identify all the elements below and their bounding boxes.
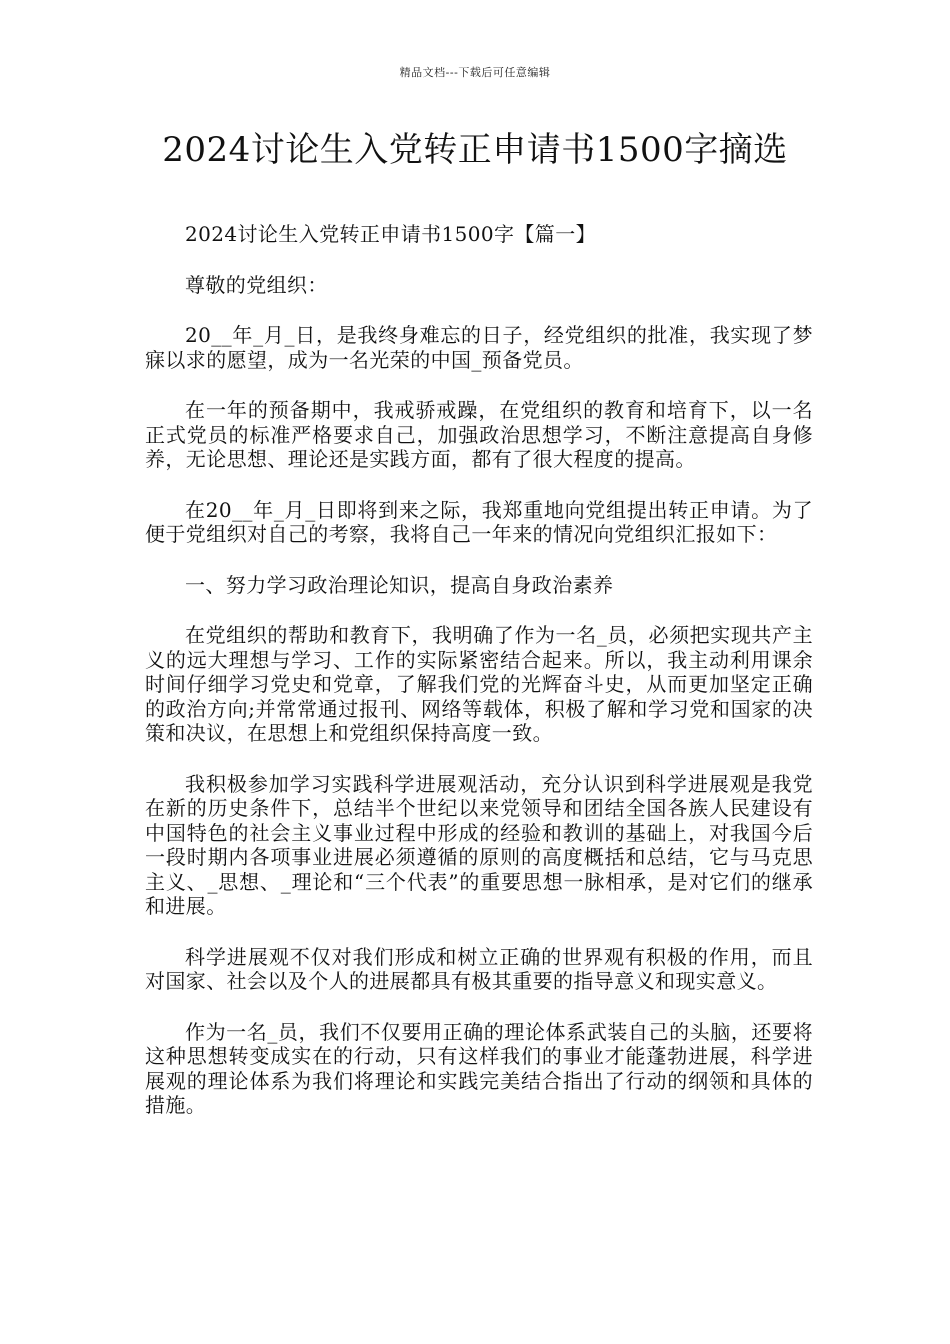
body-paragraph: 科学进展观不仅对我们形成和树立正确的世界观有积极的作用，而且对国家、社会以及个人的进展都具有极其重要的指导意义和现实意义。 — [145, 944, 813, 993]
body-paragraph: 作为一名_员，我们不仅要用正确的理论体系武装自己的头脑，还要将这种思想转变成实在的行动，只有这样我们的事业才能蓬勃进展，科学进展观的理论体系为我们将理论和实践完美结合指出了行动的纲领和具体的措施。 — [145, 1019, 813, 1117]
document-title: 2024讨论生入党转正申请书1500字摘选 — [162, 130, 788, 170]
salutation: 尊敬的党组织： — [185, 272, 328, 297]
body-paragraph: 20__年_月_日，是我终身难忘的日子，经党组织的批准，我实现了梦寐以求的愿望，成为一名光荣的中国_预备党员。 — [145, 323, 813, 372]
document-body — [145, 222, 813, 1144]
body-paragraph: 在党组织的帮助和教育下，我明确了作为一名_员，必须把实现共产主义的远大理想与学习、工作的实际紧密结合起来。所以，我主动利用课余时间仔细学习党史和党章，了解我们党的光辉奋斗史，从而更加坚定正确的政治方向;并常常通过报刊、网络等载体，积极了解和学习党和国家的决策和决议，在思想上和党组织保持高度一致。 — [145, 623, 813, 745]
header-note: 精品文档---下载后可任意编辑 — [399, 66, 551, 79]
subsection-heading: 一、努力学习政治理论知识，提高自身政治素养 — [185, 572, 614, 597]
body-paragraph: 在一年的预备期中，我戒骄戒躁，在党组织的教育和培育下，以一名正式党员的标准严格要求自己，加强政治思想学习，不断注意提高自身修养，无论思想、理论还是实践方面，都有了很大程度的提高。 — [145, 398, 813, 471]
section-heading: 2024讨论生入党转正申请书1500字【篇一】 — [185, 222, 596, 246]
body-paragraph: 在20__年_月_日即将到来之际，我郑重地向党组提出转正申请。为了便于党组织对自己的考察，我将自己一年来的情况向党组织汇报如下： — [145, 497, 813, 546]
body-paragraph: 我积极参加学习实践科学进展观活动，充分认识到科学进展观是我党在新的历史条件下，总结半个世纪以来党领导和团结全国各族人民建设有中国特色的社会主义事业过程中形成的经验和教训的基础上，对我国今后一段时期内各项事业进展必须遵循的原则的高度概括和总结，它与马克思主义、_思想、_理论和“三个代表”的重要思想一脉相承，是对它们的继承和进展。 — [145, 771, 813, 918]
